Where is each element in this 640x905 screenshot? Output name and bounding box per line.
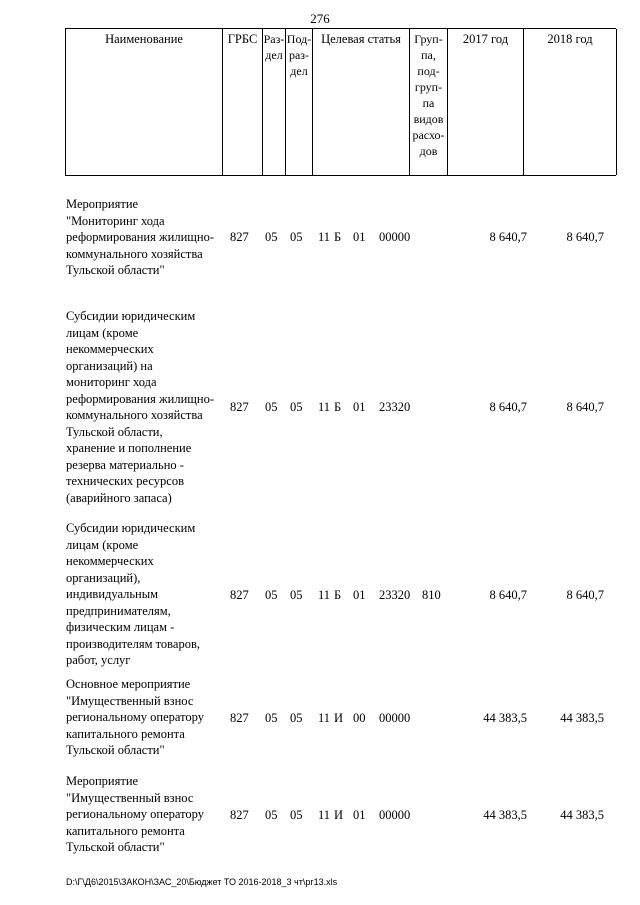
cell-2018: 8 640,7 bbox=[566, 588, 604, 602]
cell-target-code: 00000 bbox=[379, 808, 411, 822]
cell-target-subprogram: Б bbox=[334, 400, 342, 414]
cell-target-subprogram: И bbox=[334, 808, 344, 822]
cell-target-code: 00000 bbox=[379, 230, 411, 244]
cell-podrazdel: 05 bbox=[290, 400, 303, 414]
cell-2018: 44 383,5 bbox=[560, 711, 604, 725]
header-year-2017: 2017 год bbox=[448, 29, 524, 175]
cell-target-program: 11 bbox=[318, 711, 331, 725]
cell-group: 810 bbox=[422, 588, 441, 602]
header-razdel: Раз- дел bbox=[263, 29, 286, 175]
cell-target-event: 01 bbox=[353, 808, 366, 822]
cell-target-code: 23320 bbox=[379, 588, 411, 602]
cell-2018: 8 640,7 bbox=[566, 400, 604, 414]
header-grbs: ГРБС bbox=[223, 29, 263, 175]
cell-target-program: 11 bbox=[318, 588, 331, 602]
row-name: Субсидии юридическим лицам (кроме некоммерческих организаций) на мониторинг хода реформирования жилищно- коммунального хозяйства Тульской области, хранение и пополнение резерва материально - технических ресурсов (аварийного запаса) bbox=[66, 309, 214, 505]
cell-target-program: 11 bbox=[318, 808, 331, 822]
cell-target-subprogram: Б bbox=[334, 230, 342, 244]
table-row bbox=[66, 308, 616, 508]
cell-2017: 44 383,5 bbox=[483, 808, 527, 822]
cell-target-event: 01 bbox=[353, 230, 366, 244]
cell-razdel: 05 bbox=[265, 400, 278, 414]
cell-grbs: 827 bbox=[230, 230, 249, 244]
cell-grbs: 827 bbox=[230, 400, 249, 414]
header-target: Целевая статья bbox=[313, 29, 410, 175]
cell-grbs: 827 bbox=[230, 588, 249, 602]
cell-target-code: 00000 bbox=[379, 711, 411, 725]
cell-podrazdel: 05 bbox=[290, 230, 303, 244]
cell-target-event: 01 bbox=[353, 400, 366, 414]
header-podrazdel: Под- раз- дел bbox=[286, 29, 313, 175]
table-row bbox=[66, 676, 616, 760]
cell-2017: 8 640,7 bbox=[489, 400, 527, 414]
cell-target-code: 23320 bbox=[379, 400, 411, 414]
table-row bbox=[66, 196, 616, 280]
row-name: Субсидии юридическим лицам (кроме некоммерческих организаций), индивидуальным предпринимателям, физическим лицам - производителям товаров, работ, услуг bbox=[66, 521, 200, 667]
header-year-2018: 2018 год bbox=[524, 29, 617, 175]
header-group: Груп- па, под- груп- па видов расхо- дов bbox=[410, 29, 448, 175]
row-name: Основное мероприятие "Имущественный взнос региональному оператору капитального ремонта Тульской области" bbox=[66, 677, 204, 757]
cell-target-program: 11 bbox=[318, 400, 331, 414]
cell-razdel: 05 bbox=[265, 808, 278, 822]
cell-grbs: 827 bbox=[230, 808, 249, 822]
header-name: Наименование bbox=[66, 29, 223, 175]
cell-razdel: 05 bbox=[265, 230, 278, 244]
cell-razdel: 05 bbox=[265, 711, 278, 725]
cell-target-subprogram: И bbox=[334, 711, 344, 725]
cell-target-event: 00 bbox=[353, 711, 366, 725]
table-row bbox=[66, 520, 616, 670]
cell-2017: 44 383,5 bbox=[483, 711, 527, 725]
cell-grbs: 827 bbox=[230, 711, 249, 725]
cell-podrazdel: 05 bbox=[290, 711, 303, 725]
cell-target-subprogram: Б bbox=[334, 588, 342, 602]
cell-podrazdel: 05 bbox=[290, 808, 303, 822]
cell-razdel: 05 bbox=[265, 588, 278, 602]
cell-podrazdel: 05 bbox=[290, 588, 303, 602]
footer-file-path: D:\Г\Д6\2015\ЗАКОН\ЗАС_20\Бюджет ТО 2016-2018_3 чт\рг13.xls bbox=[66, 877, 338, 887]
table-row bbox=[66, 773, 616, 857]
cell-2018: 44 383,5 bbox=[560, 808, 604, 822]
row-name: Мероприятие "Имущественный взнос региональному оператору капитального ремонта Тульской области" bbox=[66, 774, 204, 854]
cell-target-event: 01 bbox=[353, 588, 366, 602]
cell-2017: 8 640,7 bbox=[489, 230, 527, 244]
cell-2017: 8 640,7 bbox=[489, 588, 527, 602]
table-header bbox=[65, 28, 616, 176]
cell-2018: 8 640,7 bbox=[566, 230, 604, 244]
page-number: 276 bbox=[310, 11, 330, 26]
cell-target-program: 11 bbox=[318, 230, 331, 244]
row-name: Мероприятие "Мониторинг хода реформирования жилищно- коммунального хозяйства Тульской области" bbox=[66, 197, 214, 277]
